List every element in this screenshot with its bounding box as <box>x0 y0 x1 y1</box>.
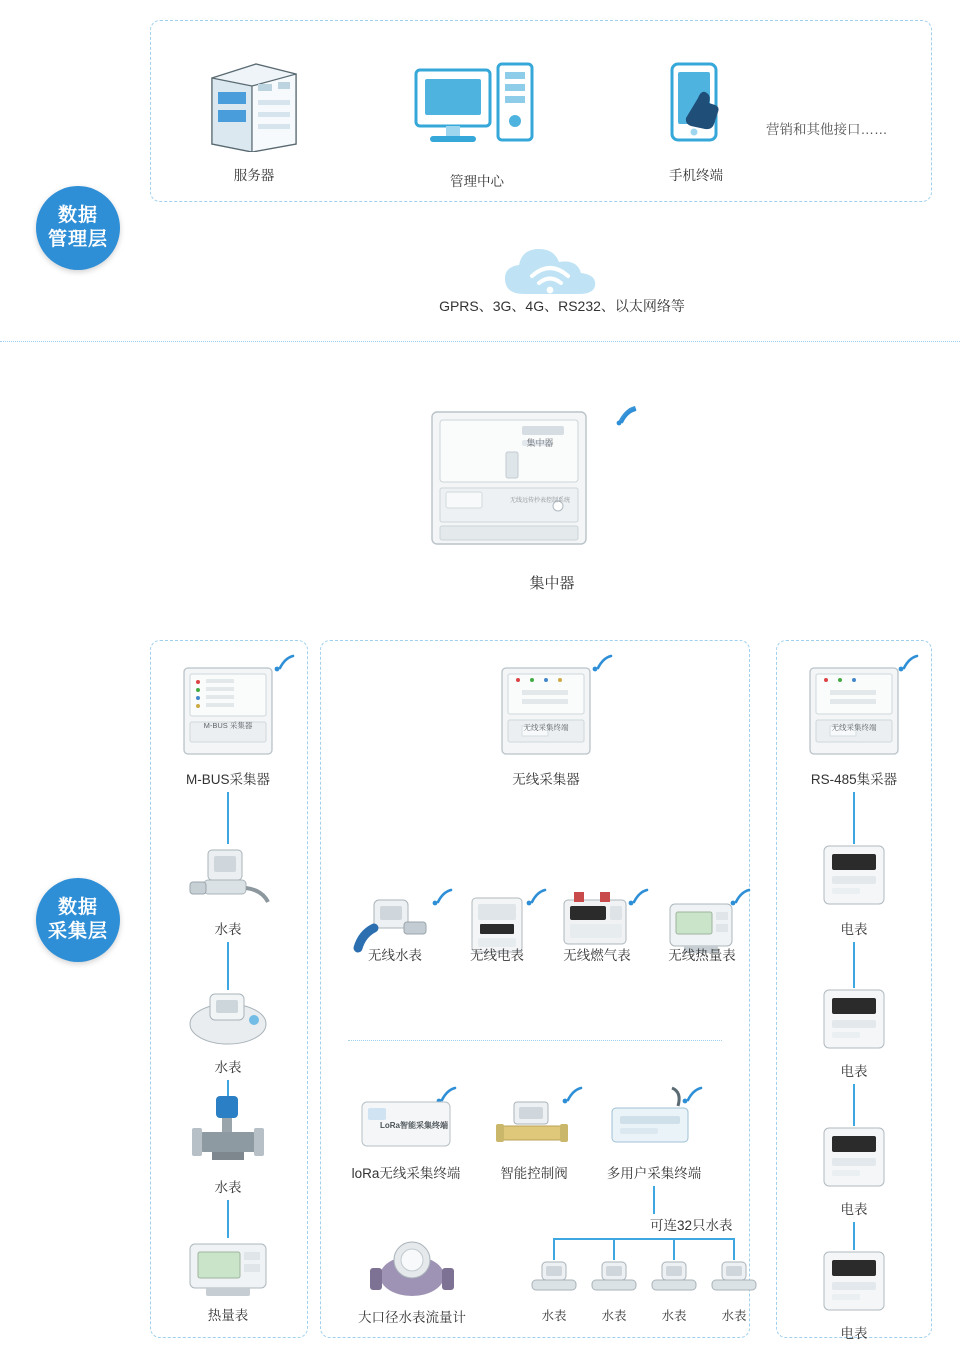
connector-line <box>227 1200 229 1238</box>
water-meter-label: 水表 <box>214 922 242 937</box>
marketing-interface-note: 营销和其他接口…… <box>766 122 888 137</box>
wireless-electric-meter-label: 无线电表 <box>470 948 524 963</box>
lora-collector-label: loRa无线采集终端 <box>351 1166 461 1181</box>
rs485-collector-device-text: 无线采集终端 <box>831 723 877 732</box>
electric-meter-label: 电表 <box>840 1064 868 1079</box>
smart-valve-icon <box>494 1098 574 1154</box>
connector-line <box>853 1084 855 1126</box>
water-meter-icon <box>586 1258 642 1298</box>
connector-line <box>227 792 229 844</box>
water-meter-icon <box>706 1258 762 1298</box>
large-diameter-water-meter-icon <box>366 1234 458 1304</box>
multi-user-collector-icon <box>606 1086 702 1156</box>
layer-badge-collection-line2: 采集层 <box>47 921 108 942</box>
cloud-wifi-icon <box>496 242 604 302</box>
electric-meter-icon <box>820 844 888 910</box>
concentrator-label: 集中器 <box>529 575 575 592</box>
electric-meter-label: 电表 <box>840 922 868 937</box>
water-meter-icon <box>526 1258 582 1298</box>
layer-divider <box>0 341 960 342</box>
smart-valve-label: 智能控制阀 <box>500 1166 568 1181</box>
water-meter-label: 水表 <box>214 1180 242 1195</box>
large-diameter-water-meter-label: 大口径水表流量计 <box>358 1310 466 1325</box>
branch-drop <box>673 1238 675 1260</box>
wireless-heat-meter-label: 无线热量表 <box>668 948 736 963</box>
management-center-label: 管理中心 <box>450 174 504 189</box>
layer-badge-management <box>36 186 120 270</box>
water-meter-round-icon <box>184 990 272 1052</box>
rs485-collector-label: RS-485集采器 <box>810 772 898 787</box>
water-meter-icon <box>646 1258 702 1298</box>
electric-meter-icon <box>820 1126 888 1192</box>
lora-collector-device-text: LoRa智能采集终端 <box>380 1121 448 1130</box>
wireless-collector-label: 无线采集器 <box>512 772 580 787</box>
electric-meter-label: 电表 <box>840 1326 868 1341</box>
wireless-water-meter-label: 无线水表 <box>368 948 422 963</box>
wifi-icon <box>614 404 638 426</box>
electric-meter-label: 电表 <box>840 1202 868 1217</box>
concentrator-device-icon <box>426 408 602 558</box>
layer-badge-line2: 管理层 <box>47 229 108 250</box>
connector-line <box>227 942 229 990</box>
branch-drop <box>733 1238 735 1260</box>
wireless-collector-icon <box>498 664 594 760</box>
middle-inner-divider <box>348 1040 722 1041</box>
mobile-phone-icon <box>660 62 732 154</box>
connector-line <box>853 942 855 988</box>
server-label: 服务器 <box>233 168 275 183</box>
branch-note: 可连32只水表 <box>650 1218 733 1233</box>
multi-user-collector-label: 多用户采集终端 <box>606 1166 702 1181</box>
branch-trunk <box>653 1186 655 1214</box>
connector-line <box>853 1222 855 1250</box>
connector-line <box>853 792 855 844</box>
water-meter-label: 水表 <box>541 1309 567 1323</box>
branch-bus <box>553 1238 735 1240</box>
layer-badge-collection-line1: 数据 <box>57 897 98 919</box>
branch-drop <box>613 1238 615 1260</box>
mbus-collector-icon <box>180 664 276 760</box>
server-icon <box>204 56 304 152</box>
water-meter-label: 水表 <box>214 1060 242 1075</box>
mbus-collector-device-text: M-BUS 采集器 <box>203 721 253 730</box>
water-meter-label: 水表 <box>721 1309 747 1323</box>
electric-meter-icon <box>820 988 888 1054</box>
heat-meter-label: 热量表 <box>207 1308 249 1323</box>
water-meter-label: 水表 <box>661 1309 687 1323</box>
rs485-collector-icon <box>806 664 902 760</box>
concentrator-device-text: 集中器 <box>526 438 554 448</box>
water-meter-icon <box>182 844 274 914</box>
desktop-computer-icon <box>412 58 538 154</box>
mbus-collector-label: M-BUS采集器 <box>186 772 270 787</box>
layer-badge-collection <box>36 878 120 962</box>
water-meter-label: 水表 <box>601 1309 627 1323</box>
concentrator-device-sub: 无线远传抄表控制系统 <box>509 498 571 504</box>
electric-meter-icon <box>820 1250 888 1316</box>
wireless-collector-device-text: 无线采集终端 <box>523 723 569 732</box>
mobile-terminal-label: 手机终端 <box>669 168 723 183</box>
network-protocol-label: GPRS、3G、4G、RS232、以太网络等 <box>439 298 685 314</box>
flow-meter-icon <box>182 1094 274 1172</box>
branch-drop <box>553 1238 555 1260</box>
wireless-gas-meter-label: 无线燃气表 <box>563 948 631 963</box>
heat-meter-icon <box>180 1238 276 1300</box>
layer-badge-line1: 数据 <box>57 205 98 227</box>
